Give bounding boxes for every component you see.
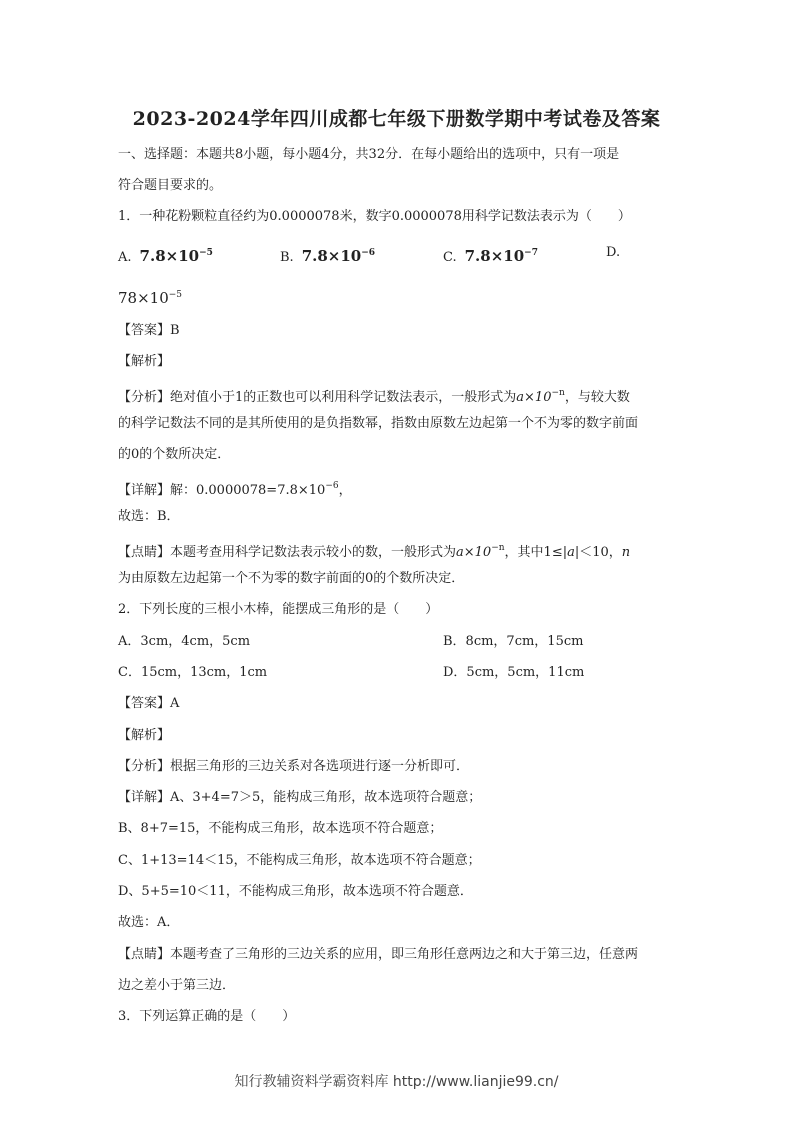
q1-option-c: C. $7.8\times 10^{-7}$ bbox=[443, 247, 538, 265]
q2-detail-c: C、1+13=14＜15，不能构成三角形，故本选项不符合题意； bbox=[118, 853, 481, 868]
q2-detail-b: B、8+7=15，不能构成三角形，故本选项不符合题意； bbox=[118, 821, 443, 836]
section-heading-line1: 一、选择题：本题共8小题，每小题4分，共32分．在每小题给出的选项中，只有一项是 bbox=[118, 147, 620, 162]
q1-detail: 【详解】解：$0.0000078=7.8\times 10^{-6}$， bbox=[118, 481, 352, 498]
q2-dianjing: 【点睛】本题考查了三角形的三边关系的应用，即三角形任意两边之和大于第三边，任意两 bbox=[118, 947, 639, 962]
q2-detail-a: 【详解】A、3+4=7＞5，能构成三角形，故本选项符合题意； bbox=[118, 790, 482, 805]
q1-stem: 1．一种花粉颗粒直径约为0.0000078米，数字0.0000078用科学记数法表示为（ ） bbox=[118, 209, 631, 224]
q1-choice: 故选：B． bbox=[118, 509, 180, 524]
q1-option-a: A. $7.8\times 10^{-5}$ bbox=[118, 247, 213, 265]
q2-choice: 故选：A． bbox=[118, 915, 180, 930]
q2-jiexi: 【解析】 bbox=[118, 728, 171, 743]
q1-fenxi: 【分析】绝对值小于1的正数也可以利用科学记数法表示，一般形式为$a\times 10^{-n}$，与较大数 bbox=[118, 388, 630, 405]
q2-option-c: C．15cm，13cm，1cm bbox=[118, 665, 268, 680]
q1-fenxi-line3: 的0的个数所决定． bbox=[118, 447, 231, 462]
q1-dianjing: 【点睛】本题考查用科学记数法表示较小的数，一般形式为$a\times 10^{-n}$，其中1≤|a|＜10，n bbox=[118, 543, 631, 560]
q2-dianjing-line2: 边之差小于第三边． bbox=[118, 978, 236, 993]
q2-option-d: D．5cm，5cm，11cm bbox=[443, 665, 585, 680]
q3-stem: 3．下列运算正确的是（ ） bbox=[118, 1009, 296, 1024]
q2-stem: 2．下列长度的三根小木棒，能摆成三角形的是（ ） bbox=[118, 602, 439, 617]
q1-answer: 【答案】B bbox=[118, 323, 180, 338]
q1-option-b: B. $7.8\times 10^{-6}$ bbox=[280, 247, 376, 265]
q2-detail-d: D、5+5=10＜11，不能构成三角形，故本选项不符合题意． bbox=[118, 884, 473, 899]
q1-option-d: D. bbox=[606, 245, 621, 260]
q2-fenxi: 【分析】根据三角形的三边关系对各选项进行逐一分析即可． bbox=[118, 759, 470, 774]
footer-watermark: 知行教辅资料学霸资料库 http://www.lianjie99.cn/ bbox=[234, 1074, 559, 1090]
q2-answer: 【答案】A bbox=[118, 696, 180, 711]
q2-option-a: A．3cm，4cm，5cm bbox=[118, 634, 251, 649]
q1-fenxi-line2: 的科学记数法不同的是其所使用的是负指数幂，指数由原数左边起第一个不为零的数字前面 bbox=[118, 416, 639, 431]
section-heading-line2: 符合题目要求的。 bbox=[118, 178, 223, 193]
q1-option-d-value: $78\times 10^{-5}$ bbox=[118, 289, 183, 307]
q1-jiexi: 【解析】 bbox=[118, 354, 171, 369]
q2-option-b: B．8cm，7cm，15cm bbox=[443, 634, 584, 649]
q1-dianjing-line2: 为由原数左边起第一个不为零的数字前面的0的个数所决定． bbox=[118, 571, 465, 586]
page-title: 2023-2024学年四川成都七年级下册数学期中考试卷及答案 bbox=[132, 108, 661, 130]
